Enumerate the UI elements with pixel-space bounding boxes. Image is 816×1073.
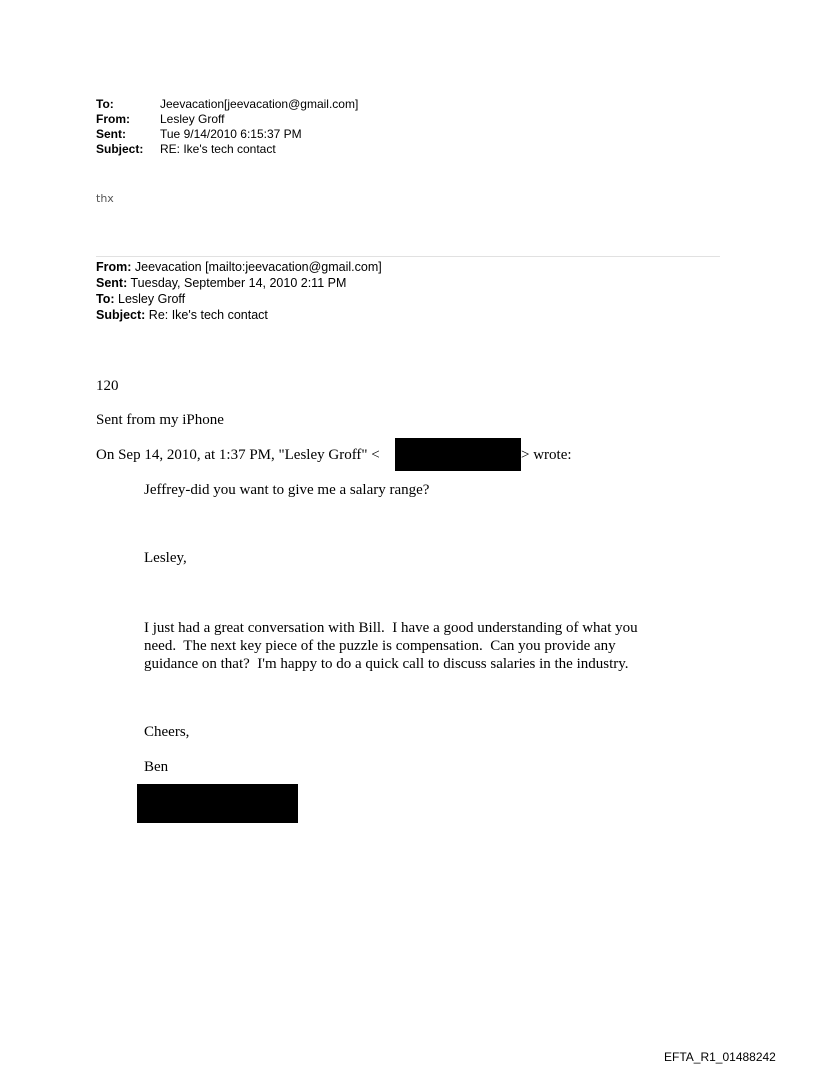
inner-paragraph-line-3: guidance on that? I'm happy to do a quick call to discuss salaries in the industry. [144, 656, 629, 672]
quoted-from-value: Jeevacation [mailto:jeevacation@gmail.com] [131, 260, 382, 274]
quoted-header [96, 259, 382, 323]
attribution-pre: On Sep 14, 2010, at 1:37 PM, "Lesley Groff" < [96, 447, 380, 463]
to-label: To: [96, 97, 114, 111]
inner-signoff: Cheers, [144, 724, 190, 740]
redaction-signature [137, 784, 298, 823]
quote-divider [96, 256, 720, 257]
sent-row [96, 127, 358, 142]
from-row [96, 112, 358, 127]
email-header [96, 97, 358, 157]
to-value: Jeevacation[jeevacation@gmail.com] [160, 97, 359, 111]
inner-paragraph-line-1: I just had a great conversation with Bill. I have a good understanding of what you [144, 620, 638, 636]
inner-paragraph-line-2: need. The next key piece of the puzzle is compensation. Can you provide any [144, 638, 616, 654]
attribution-line [96, 446, 380, 464]
quoted-subject-label: Subject: [96, 308, 146, 322]
sent-from-iphone: Sent from my iPhone [96, 412, 224, 428]
quoted-sent-value: Tuesday, September 14, 2010 2:11 PM [127, 276, 347, 290]
quoted-to-value: Lesley Groff [114, 292, 186, 306]
quoted-from-label: From: [96, 260, 132, 274]
quoted-sent-row [96, 275, 382, 291]
inner-line-salary: Jeffrey-did you want to give me a salary range? [144, 482, 430, 498]
inner-greeting: Lesley, [144, 550, 187, 566]
to-row [96, 97, 358, 112]
inner-paragraph [144, 619, 638, 673]
redaction-email [395, 438, 521, 471]
quoted-to-label: To: [96, 292, 115, 306]
document-id: EFTA_R1_01488242 [664, 1050, 776, 1064]
subject-label: Subject: [96, 142, 144, 156]
quoted-line-120: 120 [96, 378, 119, 394]
sent-label: Sent: [96, 127, 126, 141]
quoted-subject-value: Re: Ike's tech contact [145, 308, 268, 322]
subject-row [96, 142, 358, 157]
sent-value: Tue 9/14/2010 6:15:37 PM [160, 127, 302, 141]
from-value: Lesley Groff [160, 112, 225, 126]
inner-signature-name: Ben [144, 759, 169, 775]
quoted-sent-label: Sent: [96, 276, 128, 290]
quoted-subject-row [96, 307, 382, 323]
from-label: From: [96, 112, 130, 126]
attribution-post: > wrote: [521, 447, 572, 463]
subject-value: RE: Ike's tech contact [160, 142, 276, 156]
quoted-from-row [96, 259, 382, 275]
reply-body: thx [96, 192, 114, 205]
quoted-to-row [96, 291, 382, 307]
